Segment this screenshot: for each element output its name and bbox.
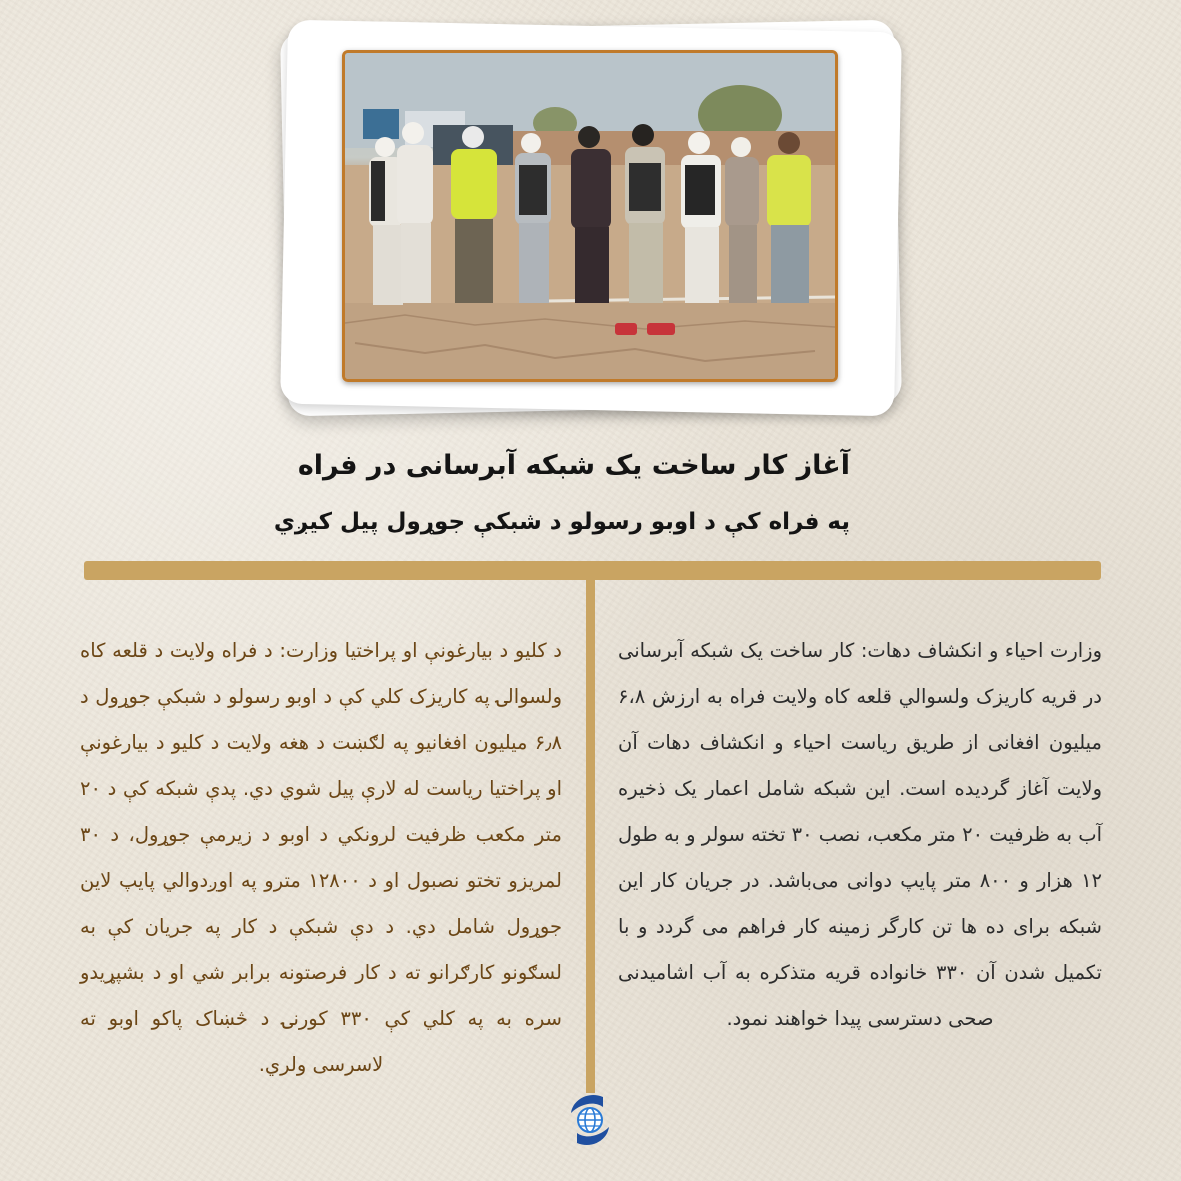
body-pashto: د کلیو د بیارغونې او پراختیا وزارت: د فراه ولایت د قلعه کاه ولسوالۍ په کاریزک کلي کې د اوبو رسولو د شبکې جوړول د ۶٫۸ میلیون افغانیو په لګښت د هغه ولایت د کلیو د بیارغونې او پراختیا ریاست له لارې پیل شوي دي. پدې شبکه کې د ۲۰ متر مکعب ظرفیت لرونکي د اوبو د زیرمې جوړول، د ۳۰ لمریزو تختو نصبول او د ۱۲۸۰۰ مترو په اوږدوالي پایپ لاین جوړول شامل دي. د دې شبکې د کار په جریان کې به لسګونو کارګرانو ته د کار فرصتونه برابر شي او د بشپړیدو سره به په کلي کې ۳۳۰ کورنۍ د څښاک پاکو اوبو ته لاسرسی ولري. [80,639,562,1076]
headline-pashto: په فراه کې د اوبو رسولو د شبکې جوړول پیل کیږي [273,509,850,535]
ministry-globe-logo-icon [559,1089,621,1151]
body-dari: وزارت احیاء و انکشاف دهات: کار ساخت یک شبکه آبرسانی در قریه کاریزک ولسوالي قلعه کاه ولایت فراه به ارزش ۶،۸ میلیون افغانی از طریق ریاست احیاء و انکشاف دهات آن ولایت آغاز گردیده است. این شبکه شامل اعمار یک ذخیره آب به ظرفیت ۲۰ متر مکعب، نصب ۳۰ تخته سولر و به طول ۱۲ هزار و ۸۰۰ متر پایپ دوانی می‌باشد. در جریان کار این شبکه برای ده ها تن کارگر زمینه کار فراهم می گردد و با تکمیل شدن آن ۳۳۰ خانواده قریه متذکره به آب اشامیدنی صحی دسترسی پیدا خواهند نمود. [618,639,1103,1030]
vertical-divider [586,578,595,1093]
photo-illustration [345,53,835,379]
headline-dari: آغاز کار ساخت یک شبکه آبرسانی در فراه [297,450,850,481]
group-prayer-photo [342,50,838,382]
